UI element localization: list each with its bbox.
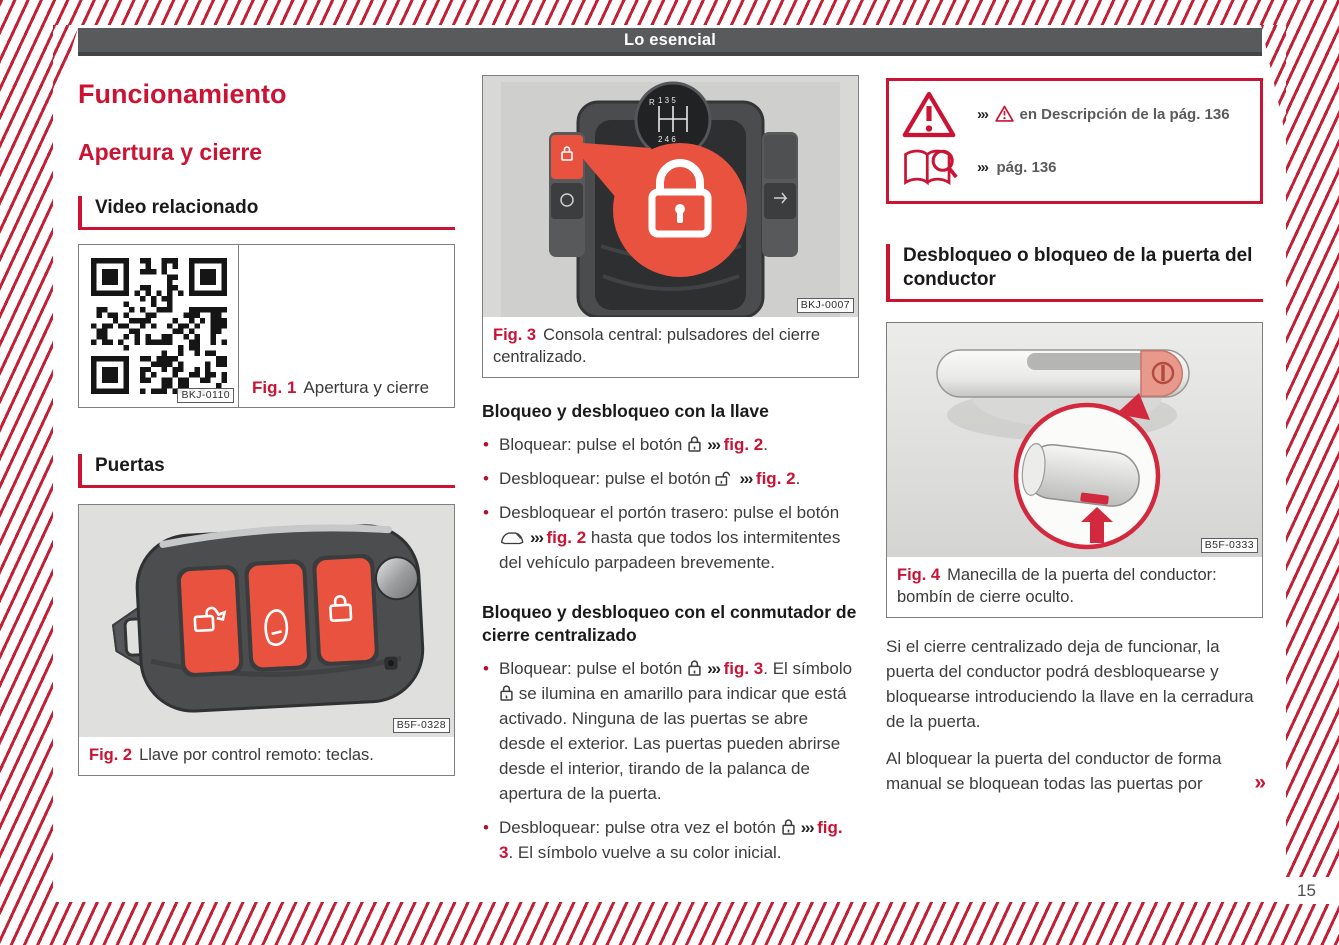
video-heading: Video relacionado: [78, 196, 455, 230]
gear-pattern-top: 1 3 5: [658, 96, 676, 105]
door-handle-illustration: [887, 323, 1262, 557]
ref-arrows: ›››: [977, 159, 988, 176]
figure-caption: [252, 378, 448, 398]
figure-caption: [483, 317, 858, 377]
text-run: Bloquear: pulse el botón: [499, 435, 688, 454]
figure-reference: fig. 2: [723, 435, 764, 454]
central-locking-button: [551, 135, 583, 179]
reference-text: [977, 159, 1248, 177]
qr-code-cell: [79, 245, 239, 407]
bullet-list: [482, 656, 859, 865]
tailgate-button: [248, 563, 307, 668]
figure-caption-text: Consola central: pulsadores del cierre centralizado.: [493, 326, 821, 366]
center-console-illustration: [483, 76, 858, 317]
puertas-heading: Puertas: [78, 454, 455, 488]
figure-caption-text: Llave por control remoto: teclas.: [139, 746, 374, 764]
body-paragraph: Si el cierre centralizado deja de funcionar, la puerta del conductor podrá desbloquearse y bloquearse introduciendo la llave en la cerradura de la puerta.: [886, 637, 1254, 731]
ref-arrows: ›››: [707, 435, 720, 454]
bullet-item: [482, 466, 859, 491]
figure-4-image: [887, 323, 1262, 557]
lock-button: [316, 558, 375, 663]
text-run: pág. 136: [996, 159, 1057, 176]
manual-reference-row: [901, 141, 1248, 195]
text-run: hasta que todos los intermitentes del vehículo parpadeen brevemente.: [499, 528, 841, 572]
figure-label: Fig. 1: [252, 378, 297, 397]
image-code-label: BKJ-0110: [177, 388, 234, 403]
text-run: . El símbolo vuelve a su color inicial.: [508, 843, 782, 862]
page-title: Funcionamiento: [78, 79, 287, 109]
figure-4: [886, 322, 1263, 618]
ref-arrows: ›››: [530, 528, 543, 547]
text-run: .: [763, 435, 768, 454]
warning-triangle-small-icon: [994, 104, 1015, 123]
reference-text: [977, 104, 1248, 124]
figure-2: [78, 504, 455, 776]
text-run: Bloquear: pulse el botón: [499, 659, 688, 678]
section-heading: Desbloqueo o bloqueo de la puerta del conductor: [886, 244, 1263, 302]
book-magnifier-icon: [901, 146, 977, 190]
chapter-header-bar: Lo esencial: [78, 28, 1262, 56]
subsection-heading: Bloqueo y desbloqueo con el conmutador de cierre centralizado: [482, 602, 857, 645]
remote-key-illustration: [79, 505, 454, 737]
figure-reference: fig. 2: [546, 528, 587, 547]
text-run: . El símbolo: [763, 659, 853, 678]
figure-label: Fig. 4: [897, 566, 941, 584]
gear-pattern-bottom: 2 4 6: [658, 135, 676, 144]
bullet-item: [482, 815, 859, 865]
figure-1: [78, 244, 455, 408]
text-run: Desbloquear: pulse el botón: [499, 469, 716, 488]
body-paragraph: Al bloquear la puerta del conductor de forma manual se bloquean todas las puertas por: [886, 749, 1222, 793]
bullet-item: [482, 432, 859, 457]
figure-reference: fig. 2: [755, 469, 796, 488]
image-code-label: B5F-0328: [393, 718, 450, 733]
continuation-marker: »: [1254, 771, 1266, 794]
gear-pattern-reverse: R: [649, 98, 655, 107]
figure-reference: fig. 3: [499, 818, 843, 862]
lock-closed-icon: [499, 684, 514, 702]
image-code-label: BKJ-0007: [797, 298, 854, 313]
lock-closed-icon: [687, 659, 702, 677]
figure-2-image: [79, 505, 454, 737]
figure-reference: fig. 3: [723, 659, 764, 678]
figure-3-image: [483, 76, 858, 317]
qr-code: [91, 258, 227, 394]
subsection-heading: Bloqueo y desbloqueo con la llave: [482, 401, 769, 421]
figure-label: Fig. 2: [89, 746, 133, 764]
warning-triangle-icon: [901, 90, 977, 139]
lock-open-icon: [715, 469, 734, 487]
figure-caption-text: Apertura y cierre: [303, 378, 430, 397]
figure-caption-text: Manecilla de la puerta del conductor: bombín de cierre oculto.: [897, 566, 1217, 606]
reference-box: [886, 78, 1263, 204]
ref-arrows: ›››: [977, 106, 988, 123]
figure-caption: [79, 737, 454, 775]
lock-closed-icon: [687, 435, 702, 453]
figure-1-caption-cell: [239, 245, 454, 407]
page-number: 15: [1297, 881, 1316, 900]
figure-caption: [887, 557, 1262, 617]
figure-label: Fig. 3: [493, 326, 537, 344]
figure-3: [482, 75, 859, 378]
right-column: [886, 75, 1266, 796]
fold-release-button: [375, 556, 419, 600]
key-buttons: [176, 553, 380, 677]
bullet-item: [482, 500, 859, 575]
ref-arrows: ›››: [800, 818, 814, 837]
tailgate-icon: [499, 529, 525, 546]
bullet-list: [482, 432, 859, 575]
section-title: Apertura y cierre: [78, 139, 263, 165]
text-run: en Descripción de la pág. 136: [1019, 106, 1230, 123]
image-code-label: B5F-0333: [1201, 538, 1258, 553]
warning-reference-row: [901, 87, 1248, 141]
unlock-button: [180, 569, 239, 674]
middle-column: [482, 75, 859, 865]
lock-closed-icon: [781, 818, 796, 836]
bullet-item: [482, 656, 859, 806]
text-run: .: [795, 469, 801, 488]
text-run: se ilumina en amarillo para indicar que está activado. Ninguna de las puertas se abre desde el exterior. Las puertas pueden abrirse desde el interior, tirando de la palanca de apertura de la puerta.: [499, 684, 847, 803]
left-column: [78, 75, 455, 776]
text-run: Desbloquear: pulse otra vez el botón: [499, 818, 781, 837]
text-run: Desbloquear el portón trasero: pulse el botón: [499, 503, 840, 522]
ref-arrows: ›››: [739, 469, 752, 488]
ref-arrows: ›››: [707, 659, 720, 678]
